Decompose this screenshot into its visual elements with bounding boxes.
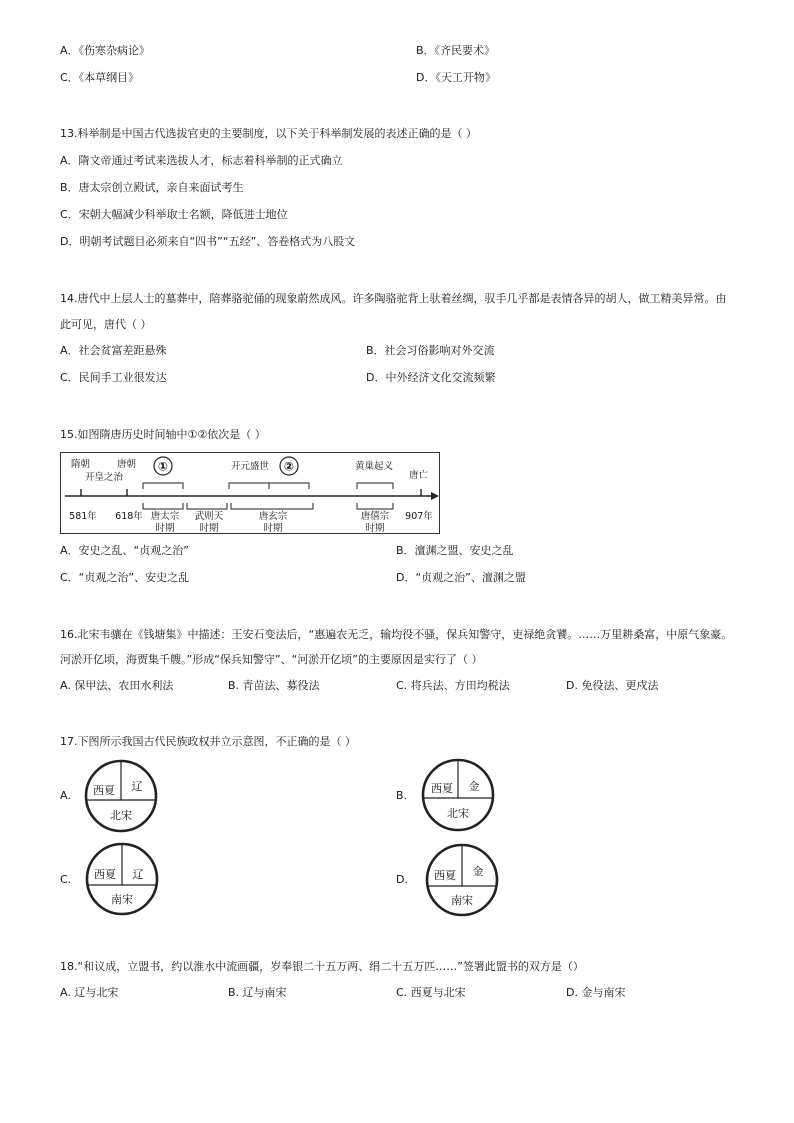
q12-option-d: D．《天工开物》 [416,71,496,84]
q14-stem-line2: 此可见，唐代（ ） [60,318,152,331]
label-taizong-period: 时期 [155,523,175,534]
label-tangwang: 唐亡 [409,470,429,481]
q17-option-b-label: B. [396,789,408,802]
q14-stem-line1: 14.唐代中上层人士的墓葬中，陪葬骆驼俑的现象蔚然成风。许多陶骆驼背上驮着丝绸，驭手几乎都是表情各异的胡人，做工精美异常。由 [60,292,727,305]
b-left-text: 西夏 [431,782,453,795]
q15-timeline-figure [60,452,440,534]
label-xuanzong: 唐玄宗 [258,511,288,522]
label-618: 618年 [115,511,143,522]
q16-option-b: B. 青苗法、募役法 [228,679,320,692]
q15-option-a: A．安史之乱、“贞观之治” [60,544,189,557]
label-581: 581年 [69,511,97,522]
d-bottom-text: 南宋 [451,894,473,907]
d-left-text: 西夏 [434,869,456,882]
a-bottom-text: 北宋 [110,809,132,822]
label-xuanzong-period: 时期 [263,523,283,534]
bracket-kaiyuan [229,483,269,489]
timeline-svg [61,453,441,535]
label-sui: 隋朝 [71,459,91,470]
q13-stem: 13.科举制是中国古代选拔官吏的主要制度，以下关于科举制发展的表述正确的是（ ） [60,127,477,140]
q15-option-d: D．“贞观之治”、澶渊之盟 [396,571,526,584]
label-kaihuang: 开皇之治 [85,472,124,483]
label-tang: 唐朝 [117,459,137,470]
q14-option-d: D．中外经济文化交流频繁 [366,371,496,384]
b-right-text: 金 [468,780,480,793]
q17-diagram-b [420,757,496,833]
bracket-1 [143,483,183,489]
q13-option-a: A．隋文帝通过考试来选拔人才，标志着科举制的正式确立 [60,154,343,167]
q12-option-c: C．《本草纲目》 [60,71,140,84]
label-marker-1: ① [157,459,169,474]
q13-option-b: B．唐太宗创立殿试，亲自来面试考生 [60,181,244,194]
q15-stem: 15.如图隋唐历史时间轴中①②依次是（ ） [60,428,266,441]
q17-stem: 17.下图所示我国古代民族政权并立示意图，不正确的是（ ） [60,735,356,748]
timeline-arrow-icon [431,492,439,500]
q18-stem: 18.“和议成，立盟书，约以淮水中流画疆，岁奉银二十五万两、绢二十五万匹……”签署此盟书的双方是（） [60,960,584,973]
label-kaiyuan: 开元盛世 [231,461,270,472]
d-right-text: 金 [472,865,484,878]
label-wuzetian-period: 时期 [199,523,219,534]
q15-option-c: C．“贞观之治”、安史之乱 [60,571,190,584]
q14-option-a: A．社会贫富差距悬殊 [60,344,167,357]
label-wuzetian: 武则天 [194,511,224,522]
c-bottom-text: 南宋 [111,893,133,906]
q17-option-d-label: D. [396,873,408,886]
q14-option-b: B．社会习俗影响对外交流 [366,344,495,357]
q13-option-d: D．明朝考试题目必须来自“四书”“五经”、答卷格式为八股文 [60,235,356,248]
bracket-xuanzong [231,503,313,509]
q16-option-d: D. 免役法、更戍法 [566,679,659,692]
bracket-wuzetian [187,503,227,509]
b-bottom-text: 北宋 [447,807,469,820]
a-right-text: 辽 [131,780,143,793]
q12-option-a: A．《伤寒杂病论》 [60,44,151,57]
q17-diagram-c [84,841,160,917]
q17-option-a-label: A. [60,789,71,802]
q13-option-c: C．宋朝大幅减少科举取士名额，降低进士地位 [60,208,288,221]
q16-stem-line1: 16.北宋韦骧在《钱塘集》中描述：王安石变法后，“惠遍农无乏，输均役不骚，保兵知警守，吏禄绝贪饕。……万里耕桑富，中原气象豪。 [60,628,733,641]
q16-option-c: C. 将兵法、方田均税法 [396,679,510,692]
bracket-2 [269,483,309,489]
q18-option-b: B. 辽与南宋 [228,986,287,999]
label-marker-2: ② [283,459,295,474]
q17-diagram-a [82,759,160,833]
q18-option-a: A. 辽与北宋 [60,986,119,999]
q16-option-a: A. 保甲法、农田水利法 [60,679,174,692]
label-taizong: 唐太宗 [150,511,180,522]
q17-diagram-d [424,842,500,918]
q18-option-c: C. 西夏与北宋 [396,986,466,999]
bracket-huangchao [357,483,393,489]
label-xizong: 唐僖宗 [360,511,390,522]
q17-option-c-label: C. [60,873,72,886]
c-left-text: 西夏 [94,868,116,881]
q16-stem-line2: 河淤开亿顷，海贾集千艘。”形成“保兵知警守”、“河淤开亿顷”的主要原因是实行了（ ） [60,653,483,666]
label-907: 907年 [405,511,433,522]
q15-option-b: B．澶渊之盟、安史之乱 [396,544,514,557]
a-left-text: 西夏 [93,784,115,797]
label-huangchao: 黄巢起义 [355,461,394,472]
q18-option-d: D. 金与南宋 [566,986,626,999]
c-right-text: 辽 [132,868,144,881]
bracket-taizong [143,503,183,509]
label-xizong-period: 时期 [365,523,385,534]
q14-option-c: C．民间手工业很发达 [60,371,167,384]
q12-option-b: B．《齐民要术》 [416,44,496,57]
bracket-xizong [357,503,393,509]
